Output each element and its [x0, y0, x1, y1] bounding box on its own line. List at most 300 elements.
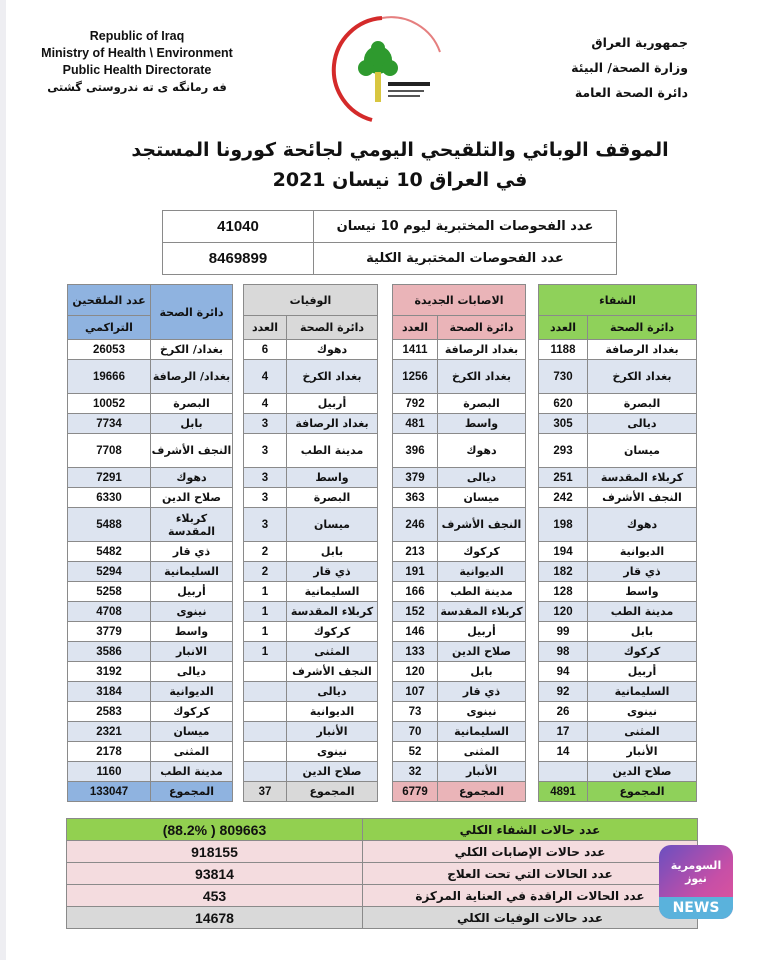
table-row [539, 414, 697, 434]
tests-value: 41040 [163, 211, 314, 243]
table-header-row [539, 316, 697, 340]
col-count-header: العدد [393, 316, 438, 340]
directorate-cell: النجف الأشرف [287, 662, 378, 682]
count-cell: 5258 [68, 582, 151, 602]
summary-row [67, 885, 698, 907]
count-cell: 305 [539, 414, 588, 434]
page-title [120, 135, 680, 195]
count-cell: 10052 [68, 394, 151, 414]
table-row [539, 562, 697, 582]
count-cell [244, 702, 287, 722]
count-cell: 1256 [393, 360, 438, 394]
ministry-logo [320, 12, 450, 122]
table-row [393, 702, 526, 722]
directorate-cell: ذي قار [151, 542, 233, 562]
summary-body [67, 819, 698, 929]
total-row [393, 782, 526, 802]
col-directorate-header: دائرة الصحة [438, 316, 526, 340]
vaccinated-table [67, 284, 233, 802]
count-cell: 213 [393, 542, 438, 562]
count-cell: 396 [393, 434, 438, 468]
directorate-cell: مدينة الطب [151, 762, 233, 782]
directorate-cell: صلاح الدين [438, 642, 526, 662]
header-arabic-line: جمهورية العراق [591, 35, 688, 50]
summary-value: (88.2% ) 809663 [67, 819, 363, 841]
table-row [68, 414, 233, 434]
directorate-cell: الديوانية [588, 542, 697, 562]
count-cell: 92 [539, 682, 588, 702]
table-row [244, 508, 378, 542]
count-cell: 166 [393, 582, 438, 602]
count-cell: 3779 [68, 622, 151, 642]
table-row [244, 488, 378, 508]
table-row [244, 414, 378, 434]
table-row [244, 762, 378, 782]
count-cell: 792 [393, 394, 438, 414]
count-cell: 2178 [68, 742, 151, 762]
directorate-cell: الانبار [151, 642, 233, 662]
directorate-cell: بغداد الكرخ [287, 360, 378, 394]
recoveries-total: 4891 [539, 782, 588, 802]
table-row [393, 722, 526, 742]
directorate-cell: السليمانية [151, 562, 233, 582]
news-watermark [659, 845, 733, 919]
table-row [539, 434, 697, 468]
table-row [244, 468, 378, 488]
table-row [68, 340, 233, 360]
table-row [539, 642, 697, 662]
table-row [393, 468, 526, 488]
count-cell: 98 [539, 642, 588, 662]
table-row [68, 488, 233, 508]
count-cell [539, 762, 588, 782]
col-count-header: العدد [244, 316, 287, 340]
table-row [244, 702, 378, 722]
count-cell: 146 [393, 622, 438, 642]
directorate-cell: ديالى [588, 414, 697, 434]
directorate-cell: المثنى [287, 642, 378, 662]
directorate-cell: كركوك [588, 642, 697, 662]
directorate-cell: الأنبار [438, 762, 526, 782]
table-row [393, 562, 526, 582]
count-cell [244, 742, 287, 762]
directorate-cell: صلاح الدين [287, 762, 378, 782]
count-cell: 3184 [68, 682, 151, 702]
count-cell: 198 [539, 508, 588, 542]
total-label: المجموع [287, 782, 378, 802]
directorate-cell: المثنى [438, 742, 526, 762]
summary-row [67, 841, 698, 863]
col-count-header: عدد الملقحين [68, 285, 151, 316]
directorate-cell: البصرة [287, 488, 378, 508]
directorate-cell: دهوك [588, 508, 697, 542]
directorate-cell: بغداد الرصافة [588, 340, 697, 360]
table-row [539, 702, 697, 722]
count-cell [244, 682, 287, 702]
directorate-cell: دهوك [151, 468, 233, 488]
count-cell: 7708 [68, 434, 151, 468]
count-cell: 133 [393, 642, 438, 662]
table-row [68, 562, 233, 582]
directorate-cell: بغداد الرصافة [287, 414, 378, 434]
count-cell: 1188 [539, 340, 588, 360]
count-cell: 620 [539, 394, 588, 414]
header-kurdish-line: فه رمانگه ی ته ندروستی گشتی [47, 80, 227, 94]
directorate-cell: النجف الأشرف [588, 488, 697, 508]
table-header-row [244, 316, 378, 340]
col-count-subheader: التراكمي [68, 316, 151, 340]
col-directorate-header: دائرة الصحة [151, 285, 233, 340]
count-cell: 3 [244, 468, 287, 488]
directorate-cell: كربلاء المقدسة [151, 508, 233, 542]
table-row [244, 642, 378, 662]
count-cell: 26053 [68, 340, 151, 360]
directorate-cell: نينوى [151, 602, 233, 622]
deaths-total: 37 [244, 782, 287, 802]
summary-table [66, 818, 698, 929]
table-row [539, 682, 697, 702]
directorate-cell: دهوك [287, 340, 378, 360]
directorate-cell: واسط [287, 468, 378, 488]
directorate-cell: ديالى [287, 682, 378, 702]
count-cell: 730 [539, 360, 588, 394]
table-row [68, 762, 233, 782]
table-row [244, 562, 378, 582]
count-cell: 242 [539, 488, 588, 508]
table-row [244, 582, 378, 602]
directorate-cell: النجف الأشرف [151, 434, 233, 468]
table-row [539, 394, 697, 414]
total-row [244, 782, 378, 802]
count-cell: 246 [393, 508, 438, 542]
count-cell [244, 722, 287, 742]
directorate-cell: كربلاء المقدسة [287, 602, 378, 622]
table-row [393, 394, 526, 414]
directorate-cell: بغداد الكرخ [588, 360, 697, 394]
table-row [393, 414, 526, 434]
watermark-arabic: السومرية نيوز [670, 859, 722, 885]
lab-tests-table [162, 210, 617, 275]
directorate-cell: كركوك [287, 622, 378, 642]
table-row [68, 434, 233, 468]
directorate-cell: الديوانية [151, 682, 233, 702]
table-row [68, 360, 233, 394]
count-cell: 70 [393, 722, 438, 742]
table-row [244, 722, 378, 742]
table-row [539, 468, 697, 488]
summary-value: 918155 [67, 841, 363, 863]
summary-label: عدد حالات الشفاء الكلي [363, 819, 698, 841]
count-cell: 3 [244, 488, 287, 508]
table-title-row [393, 285, 526, 316]
table-row [244, 340, 378, 360]
count-cell: 99 [539, 622, 588, 642]
table-row [393, 340, 526, 360]
col-directorate-header: دائرة الصحة [588, 316, 697, 340]
count-cell: 5482 [68, 542, 151, 562]
directorate-cell: بابل [588, 622, 697, 642]
count-cell: 32 [393, 762, 438, 782]
tests-label: عدد الفحوصات المختبرية ليوم 10 نيسان [314, 211, 617, 243]
summary-label: عدد حالات الوفيات الكلي [363, 907, 698, 929]
table-row [393, 762, 526, 782]
tests-value: 8469899 [163, 243, 314, 275]
table-row [539, 488, 697, 508]
table-title-row [244, 285, 378, 316]
header-english-line: Public Health Directorate [62, 63, 212, 77]
new-cases-total: 6779 [393, 782, 438, 802]
count-cell: 128 [539, 582, 588, 602]
count-cell: 6 [244, 340, 287, 360]
count-cell: 182 [539, 562, 588, 582]
directorate-cell: الديوانية [438, 562, 526, 582]
directorate-cell: البصرة [151, 394, 233, 414]
directorate-cell: ديالى [438, 468, 526, 488]
table-row [244, 602, 378, 622]
count-cell [244, 662, 287, 682]
deaths-table [243, 284, 378, 802]
directorate-cell: ميسان [588, 434, 697, 468]
directorate-cell: الأنبار [588, 742, 697, 762]
count-cell: 120 [393, 662, 438, 682]
new-cases-table [392, 284, 526, 802]
count-cell: 194 [539, 542, 588, 562]
directorate-cell: ميسان [438, 488, 526, 508]
table-row [539, 340, 697, 360]
table-row [393, 742, 526, 762]
ministry-logo-icon [320, 12, 450, 122]
new-cases-title: الاصابات الجديدة [393, 285, 526, 316]
directorate-cell: نينوى [438, 702, 526, 722]
directorate-cell: ميسان [151, 722, 233, 742]
table-row [393, 602, 526, 622]
directorate-cell: مدينة الطب [588, 602, 697, 622]
count-cell: 3586 [68, 642, 151, 662]
summary-row [67, 907, 698, 929]
count-cell: 2 [244, 542, 287, 562]
directorate-cell: دهوك [438, 434, 526, 468]
table-row [244, 360, 378, 394]
count-cell: 152 [393, 602, 438, 622]
table-row [539, 542, 697, 562]
table-row [539, 762, 697, 782]
count-cell: 191 [393, 562, 438, 582]
directorate-cell: المثنى [588, 722, 697, 742]
directorate-cell: البصرة [438, 394, 526, 414]
count-cell: 73 [393, 702, 438, 722]
header-arabic [528, 30, 688, 105]
count-cell: 1 [244, 602, 287, 622]
directorate-cell: كربلاء المقدسة [438, 602, 526, 622]
directorate-cell: واسط [438, 414, 526, 434]
vaccinated-total: 133047 [68, 782, 151, 802]
table-row [68, 662, 233, 682]
table-title-row [68, 285, 233, 316]
col-count-header: العدد [539, 316, 588, 340]
summary-label: عدد الحالات التي تحت العلاج [363, 863, 698, 885]
recoveries-table [538, 284, 697, 802]
directorate-cell: بغداد الكرخ [438, 360, 526, 394]
count-cell: 3 [244, 414, 287, 434]
directorate-cell: السليمانية [588, 682, 697, 702]
count-cell: 1411 [393, 340, 438, 360]
col-directorate-header: دائرة الصحة [287, 316, 378, 340]
directorate-cell: واسط [151, 622, 233, 642]
summary-value: 453 [67, 885, 363, 907]
header-arabic-line: وزارة الصحة/ البيئة [571, 60, 688, 75]
table-row [393, 434, 526, 468]
count-cell: 3 [244, 434, 287, 468]
count-cell: 481 [393, 414, 438, 434]
header-arabic-line: دائرة الصحة العامة [574, 85, 688, 100]
count-cell: 6330 [68, 488, 151, 508]
directorate-cell: بابل [438, 662, 526, 682]
table-row [539, 742, 697, 762]
count-cell: 1160 [68, 762, 151, 782]
header-english-line: Republic of Iraq [89, 29, 185, 43]
table-header-row [393, 316, 526, 340]
directorate-cell: كركوك [438, 542, 526, 562]
directorate-cell: بابل [151, 414, 233, 434]
directorate-cell: بغداد الرصافة [438, 340, 526, 360]
count-cell: 293 [539, 434, 588, 468]
table-row [68, 468, 233, 488]
table-row [68, 508, 233, 542]
directorate-cell: واسط [588, 582, 697, 602]
header-english-line: Ministry of Health \ Environment [41, 46, 233, 60]
directorate-cell: أربيل [588, 662, 697, 682]
table-row [244, 682, 378, 702]
directorate-cell: السليمانية [438, 722, 526, 742]
directorate-cell: الديوانية [287, 702, 378, 722]
table-row [68, 542, 233, 562]
count-cell: 2321 [68, 722, 151, 742]
table-row [539, 360, 697, 394]
directorate-cell: الأنبار [287, 722, 378, 742]
table-row [68, 394, 233, 414]
directorate-cell: صلاح الدين [588, 762, 697, 782]
count-cell: 19666 [68, 360, 151, 394]
table-row [68, 602, 233, 622]
table-row [393, 682, 526, 702]
directorate-cell: بغداد/ الرصافة [151, 360, 233, 394]
directorate-cell: السليمانية [287, 582, 378, 602]
table-title-row [539, 285, 697, 316]
count-cell: 251 [539, 468, 588, 488]
count-cell: 379 [393, 468, 438, 488]
directorate-cell: المثنى [151, 742, 233, 762]
table-row [539, 508, 697, 542]
directorate-cell: ذي قار [588, 562, 697, 582]
table-row [539, 622, 697, 642]
table-row [244, 394, 378, 414]
directorate-cell: كربلاء المقدسة [588, 468, 697, 488]
total-label: المجموع [588, 782, 697, 802]
table-row [68, 642, 233, 662]
count-cell: 363 [393, 488, 438, 508]
count-cell: 17 [539, 722, 588, 742]
directorate-cell: مدينة الطب [287, 434, 378, 468]
count-cell: 107 [393, 682, 438, 702]
summary-row [67, 863, 698, 885]
table-row [393, 622, 526, 642]
directorate-cell: أربيل [438, 622, 526, 642]
directorate-cell: بغداد/ الكرخ [151, 340, 233, 360]
table-row [244, 622, 378, 642]
table-row [393, 582, 526, 602]
summary-label: عدد الحالات الراقدة في العناية المركزة [363, 885, 698, 907]
table-row [393, 542, 526, 562]
table-row [393, 508, 526, 542]
count-cell: 7291 [68, 468, 151, 488]
table-row [393, 360, 526, 394]
count-cell [244, 762, 287, 782]
directorate-cell: ميسان [287, 508, 378, 542]
title-line-2: في العراق 10 نيسان 2021 [272, 169, 528, 191]
table-row [393, 488, 526, 508]
count-cell: 52 [393, 742, 438, 762]
directorate-cell: مدينة الطب [438, 582, 526, 602]
total-row [539, 782, 697, 802]
table-row [393, 642, 526, 662]
total-label: المجموع [151, 782, 233, 802]
table-row [68, 622, 233, 642]
directorate-cell: البصرة [588, 394, 697, 414]
recoveries-title: الشفاء [539, 285, 697, 316]
table-row [244, 434, 378, 468]
summary-value: 93814 [67, 863, 363, 885]
count-cell: 14 [539, 742, 588, 762]
directorate-cell: أربيل [151, 582, 233, 602]
count-cell: 26 [539, 702, 588, 722]
count-cell: 4708 [68, 602, 151, 622]
summary-label: عدد حالات الإصابات الكلي [363, 841, 698, 863]
deaths-title: الوفيات [244, 285, 378, 316]
directorate-cell: النجف الأشرف [438, 508, 526, 542]
watermark-news: NEWS [659, 897, 733, 919]
directorate-cell: بابل [287, 542, 378, 562]
count-cell: 5488 [68, 508, 151, 542]
table-row [68, 702, 233, 722]
table-row [68, 742, 233, 762]
count-cell: 4 [244, 360, 287, 394]
count-cell: 3192 [68, 662, 151, 682]
table-row [393, 662, 526, 682]
header-english [22, 28, 252, 96]
count-cell: 3 [244, 508, 287, 542]
table-row [539, 662, 697, 682]
title-line-1: الموقف الوبائي والتلقيحي اليومي لجائحة كورونا المستجد [131, 139, 669, 161]
count-cell: 5294 [68, 562, 151, 582]
count-cell: 7734 [68, 414, 151, 434]
directorate-cell: ذي قار [287, 562, 378, 582]
count-cell: 2 [244, 562, 287, 582]
directorate-cell: ديالى [151, 662, 233, 682]
summary-value: 14678 [67, 907, 363, 929]
table-row [244, 662, 378, 682]
table-row [68, 582, 233, 602]
table-row [163, 211, 617, 243]
count-cell: 1 [244, 622, 287, 642]
count-cell: 94 [539, 662, 588, 682]
tests-label: عدد الفحوصات المختبرية الكلية [314, 243, 617, 275]
summary-row [67, 819, 698, 841]
count-cell: 120 [539, 602, 588, 622]
count-cell: 4 [244, 394, 287, 414]
count-cell: 1 [244, 642, 287, 662]
table-row [539, 602, 697, 622]
directorate-cell: ذي قار [438, 682, 526, 702]
